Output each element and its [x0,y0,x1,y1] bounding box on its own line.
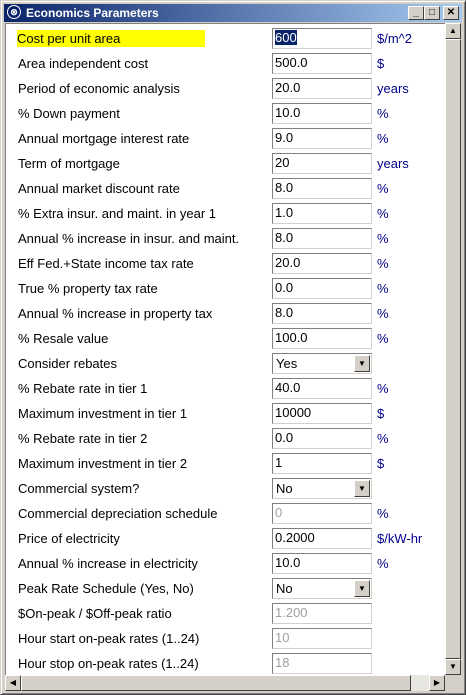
param-input[interactable] [272,378,372,399]
param-label: % Rebate rate in tier 2 [18,431,148,446]
dropdown-value: Yes [276,356,298,371]
param-row [6,26,446,51]
param-unit: $ [377,406,385,421]
param-input[interactable] [272,303,372,324]
input-value: 1.0 [275,205,294,220]
size-grip [445,675,461,691]
input-value: 20.0 [275,255,301,270]
param-unit: % [377,331,389,346]
param-input[interactable] [272,453,372,474]
param-label: Peak Rate Schedule (Yes, No) [18,581,194,596]
input-value: 600 [275,30,297,45]
vertical-scroll-thumb[interactable] [445,39,461,659]
param-row [6,501,446,526]
scroll-left-button[interactable] [5,675,21,691]
param-row [6,526,446,551]
param-dropdown[interactable] [272,478,372,499]
param-row [6,651,446,676]
param-label: Consider rebates [18,356,117,371]
param-input [272,628,372,649]
param-unit: % [377,381,389,396]
input-value: 100.0 [275,330,308,345]
param-row [6,351,446,376]
param-row [6,551,446,576]
minimize-icon: _ [413,7,419,18]
input-value: 500.0 [275,55,308,70]
scroll-right-button[interactable] [429,675,445,691]
param-row [6,126,446,151]
param-unit: $/m^2 [377,31,413,46]
param-label: Cost per unit area [17,30,205,47]
param-unit: % [377,131,389,146]
param-input[interactable] [272,328,372,349]
scroll-down-button[interactable] [445,659,461,675]
param-label: % Down payment [18,106,120,121]
param-label: Annual % increase in electricity [18,556,198,571]
param-row [6,51,446,76]
param-label: Commercial depreciation schedule [18,506,218,521]
param-label: % Extra insur. and maint. in year 1 [18,206,216,221]
horizontal-scroll-thumb[interactable] [21,675,411,691]
param-input[interactable] [272,103,372,124]
param-input[interactable] [272,228,372,249]
param-row [6,476,446,501]
param-label: Maximum investment in tier 2 [18,456,188,471]
input-value: 0.2000 [275,530,315,545]
param-input [272,603,372,624]
param-unit: % [377,281,389,296]
input-value: 40.0 [275,380,301,395]
input-value: 20.0 [275,80,301,95]
param-row [6,276,446,301]
param-dropdown[interactable] [272,578,372,599]
param-input[interactable] [272,278,372,299]
param-label: $On-peak / $Off-peak ratio [18,606,172,621]
input-value: 8.0 [275,305,294,320]
scroll-up-button[interactable] [445,23,461,39]
param-unit: % [377,181,389,196]
param-label: % Rebate rate in tier 1 [18,381,148,396]
param-input [272,503,372,524]
param-input[interactable] [272,428,372,449]
maximize-icon: □ [428,7,436,18]
arrow-right-icon: ▶ [433,678,441,687]
dropdown-value: No [276,581,293,596]
param-input[interactable] [272,203,372,224]
horizontal-scrollbar[interactable] [5,675,445,691]
input-value: 9.0 [275,130,294,145]
param-label: Period of economic analysis [18,81,180,96]
input-value: 10000 [275,405,312,420]
input-value: 8.0 [275,180,294,195]
param-input [272,653,372,674]
param-label: Hour stop on-peak rates (1..24) [18,656,199,671]
param-unit: $/kW-hr [377,531,423,546]
param-label: Annual % increase in insur. and maint. [18,231,240,246]
param-unit: years [377,156,409,171]
param-row [6,301,446,326]
chevron-down-icon[interactable]: ▼ [354,480,370,497]
input-value: 10.0 [275,105,301,120]
input-value: 1.200 [275,605,308,620]
param-row [6,151,446,176]
param-row [6,451,446,476]
close-icon: ✕ [446,7,456,18]
arrow-left-icon: ◀ [9,678,17,687]
param-unit: % [377,431,389,446]
param-input[interactable] [272,553,372,574]
input-value: 20 [275,155,290,170]
chevron-down-icon[interactable]: ▼ [354,355,370,372]
param-label: Annual market discount rate [18,181,180,196]
param-unit: % [377,256,389,271]
input-value: 1 [275,455,283,470]
param-label: Maximum investment in tier 1 [18,406,188,421]
param-unit: % [377,206,389,221]
param-row [6,626,446,651]
param-input[interactable] [272,178,372,199]
param-label: Annual % increase in property tax [18,306,213,321]
input-value: 10 [275,630,290,645]
param-unit: % [377,106,389,121]
param-row [6,251,446,276]
param-unit: $ [377,56,385,71]
param-label: Eff Fed.+State income tax rate [18,256,194,271]
param-input[interactable] [272,403,372,424]
maximize-button[interactable] [424,6,440,20]
input-value: 0.0 [275,430,294,445]
param-unit: $ [377,456,385,471]
close-button[interactable] [443,6,459,20]
minimize-button[interactable] [408,6,424,20]
param-input[interactable] [272,528,372,549]
param-row [6,176,446,201]
param-label: Area independent cost [18,56,149,71]
param-input[interactable] [272,53,372,74]
param-unit: years [377,81,409,96]
param-unit: % [377,306,389,321]
param-label: % Resale value [18,331,109,346]
param-row [6,576,446,601]
chevron-down-icon[interactable]: ▼ [354,580,370,597]
param-input[interactable] [272,253,372,274]
app-icon[interactable]: ⊗ [7,5,21,19]
param-input[interactable] [272,153,372,174]
param-input[interactable] [272,28,372,49]
param-row [6,226,446,251]
param-label: Hour start on-peak rates (1..24) [18,631,200,646]
title-bar[interactable] [4,4,462,22]
param-unit: % [377,231,389,246]
param-row [6,401,446,426]
param-label: Commercial system? [18,481,140,496]
param-label: Term of mortgage [18,156,120,171]
vertical-scrollbar[interactable] [445,23,461,675]
param-input[interactable] [272,128,372,149]
arrow-down-icon: ▼ [449,662,457,671]
input-value: 18 [275,655,290,670]
input-value: 0.0 [275,280,294,295]
param-row [6,201,446,226]
param-label: Price of electricity [18,531,120,546]
param-input[interactable] [272,78,372,99]
dropdown-value: No [276,481,293,496]
param-dropdown[interactable] [272,353,372,374]
param-row [6,376,446,401]
param-label: True % property tax rate [18,281,158,296]
param-row [6,326,446,351]
param-row [6,76,446,101]
input-value: 8.0 [275,230,294,245]
window-title: Economics Parameters [26,6,159,20]
arrow-up-icon: ▲ [449,26,457,35]
param-row [6,426,446,451]
param-row [6,101,446,126]
param-unit: % [377,556,389,571]
param-label: Annual mortgage interest rate [18,131,190,146]
param-unit: % [377,506,389,521]
parameters-panel [5,23,446,676]
input-value: 10.0 [275,555,301,570]
input-value: 0 [275,505,283,520]
param-row [6,601,446,626]
